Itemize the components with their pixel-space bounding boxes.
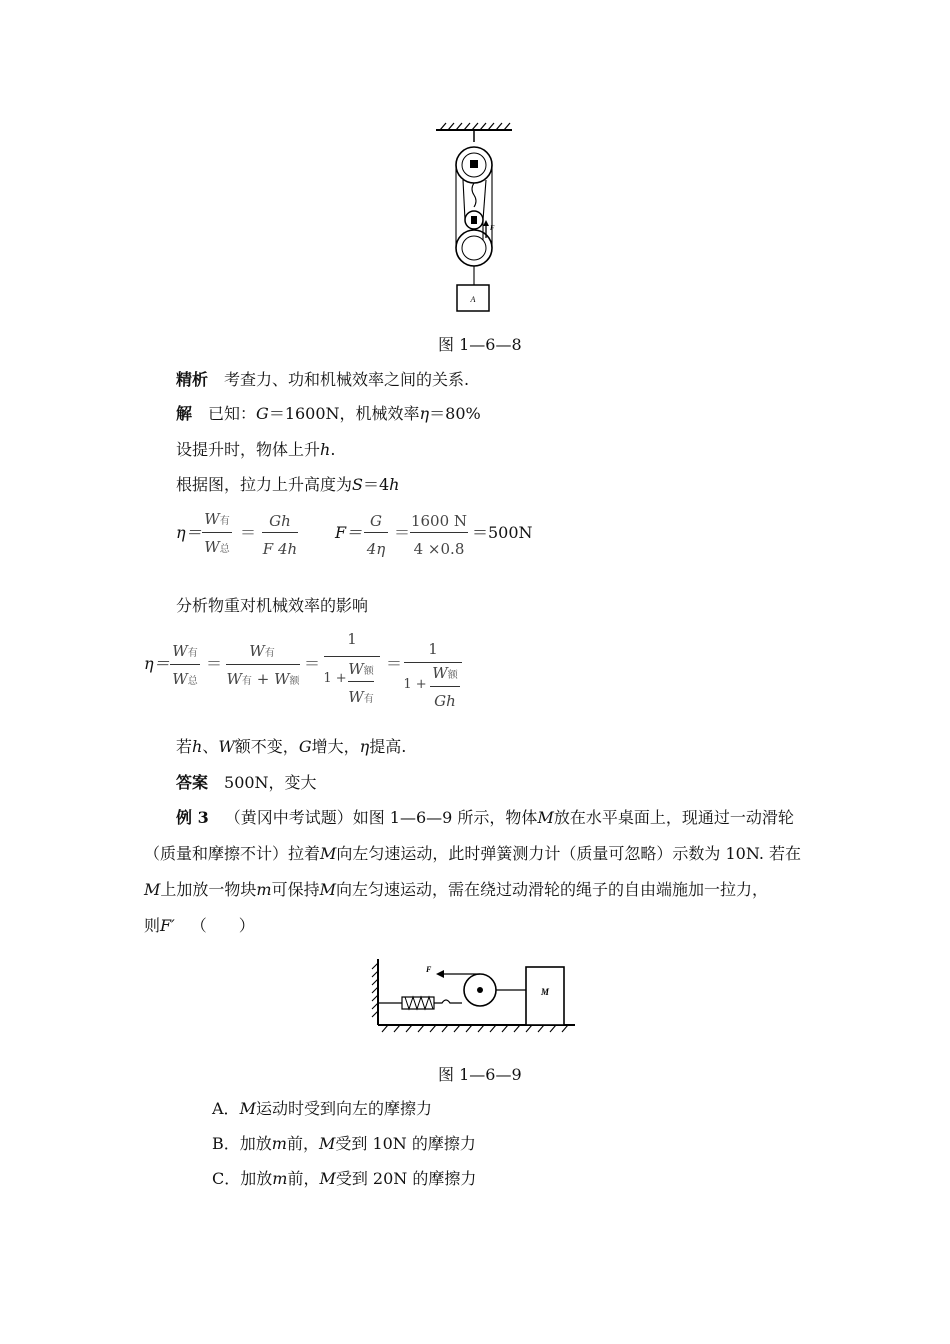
var-s: S — [352, 475, 363, 494]
eq2-e1: 额 — [289, 676, 300, 687]
example3-text-1: （黄冈中考试题）如图 1—6—9 所示，物体 — [224, 808, 538, 827]
eq2-you3: 有 — [241, 676, 252, 687]
var-m-big-3: M — [144, 880, 161, 899]
option-c-text: 受到 20N 的摩擦力 — [335, 1169, 477, 1188]
assume-text: 设提升时，物体上升 — [176, 440, 321, 459]
option-c-var: m — [272, 1169, 288, 1188]
eq2-gh: Gh — [434, 692, 456, 710]
analysis-text: 考查力、功和机械效率之间的关系. — [224, 370, 470, 389]
from-fig-line — [176, 475, 399, 495]
eq1-eta: η＝ — [176, 523, 202, 542]
example3-text-4a: 则 — [144, 916, 161, 935]
example3-line4 — [144, 916, 255, 936]
eq1-f4h: F 4h — [262, 540, 298, 558]
eq2-w5: W — [274, 670, 290, 688]
option-b-key: B． — [212, 1134, 240, 1153]
eq2-w7: W — [348, 688, 364, 706]
eq2-one-2: 1 — [428, 640, 438, 658]
fig1-force-label: F — [490, 224, 495, 232]
spring-pulley-figure — [370, 955, 580, 1035]
example3-text-2b: 向左匀速运动，此时弹簧测力计（质量可忽略）示数为 10N. 若在 — [336, 844, 802, 863]
analysis-line — [176, 370, 469, 390]
example3-text-2a: （质量和摩擦不计）拉着 — [144, 844, 321, 863]
eq1-f: F＝ — [335, 523, 363, 542]
from-fig-rest: ＝4 — [362, 475, 390, 494]
example3-line1 — [176, 808, 794, 828]
eq2-one-plus-1: 1 + — [323, 671, 347, 686]
example3-text-1b: 放在水平桌面上，现通过一动滑轮 — [553, 808, 794, 827]
eq1-gh: Gh — [269, 512, 291, 530]
var-g: G — [256, 404, 269, 423]
option-c-mid: 前， — [287, 1169, 320, 1188]
fig2-force-label: F — [426, 965, 432, 974]
var-f-prime: F′ — [160, 916, 175, 935]
eq2-you2: 有 — [264, 648, 275, 659]
option-b[interactable] — [212, 1134, 476, 1154]
conclusion-g: G — [298, 737, 312, 756]
option-c-var2: M — [319, 1169, 336, 1188]
eq1-denominator: 4 ×0.8 — [413, 540, 465, 558]
fig2-block-label: M — [540, 987, 550, 997]
eq2-one-1: 1 — [347, 630, 357, 648]
example3-label: 例 3 — [176, 808, 209, 827]
conclusion-end: 提高. — [369, 737, 407, 756]
eq2-w3: W — [249, 642, 265, 660]
conclusion-w: W — [218, 737, 235, 756]
option-b-text: 受到 10N 的摩擦力 — [335, 1134, 476, 1153]
eq2-w4: W — [226, 670, 242, 688]
eq1-w-useful-sub: 有 — [219, 516, 230, 527]
eq2-equals-2: ＝ — [304, 654, 321, 673]
eq1-result: ＝500N — [472, 523, 533, 542]
eq1-w-total: W — [204, 538, 220, 556]
solution-label: 解 — [176, 404, 193, 423]
eq2-e3: 额 — [447, 670, 458, 681]
option-a-text: 运动时受到向左的摩擦力 — [255, 1099, 432, 1118]
fig2-caption: 图 1—6—9 — [438, 1065, 522, 1084]
eq2-w6: W — [348, 660, 364, 678]
example3-line3 — [144, 880, 768, 900]
conclusion-eta: η — [359, 737, 370, 756]
analysis-label: 精析 — [176, 370, 209, 389]
eq2-equals-3: ＝ — [386, 654, 403, 673]
fig1-block-label: A — [470, 295, 476, 304]
eq1-w-total-sub: 总 — [219, 544, 230, 555]
example3-text-3a: 上加放一物块 — [160, 880, 257, 899]
eq1-four-eta: 4η — [366, 540, 386, 558]
var-m-big-2: M — [320, 844, 337, 863]
eq2-w8: W — [432, 664, 448, 682]
option-c-pre: 加放 — [240, 1169, 273, 1188]
option-a-var: M — [239, 1099, 256, 1118]
conclusion-mid2: 增大， — [311, 737, 360, 756]
known-prefix: 已知： — [208, 404, 257, 423]
effect-line: 分析物重对机械效率的影响 — [176, 596, 369, 615]
eq2-one-plus-2: 1 + — [403, 677, 427, 692]
pulley-system-figure — [430, 120, 520, 320]
var-m-big-1: M — [537, 808, 554, 827]
option-c-key: C． — [212, 1169, 241, 1188]
conclusion-h: h — [192, 737, 203, 756]
eq1-numerator: 1600 N — [410, 512, 468, 530]
eq1-equals: ＝ — [240, 523, 257, 542]
eq2-zong: 总 — [187, 676, 198, 687]
var-h2: h — [389, 475, 400, 494]
eq2-w2: W — [172, 670, 188, 688]
option-b-mid: 前， — [286, 1134, 319, 1153]
eq2-you1: 有 — [187, 648, 198, 659]
eq1-w-useful: W — [204, 510, 220, 528]
assume-end: . — [330, 440, 336, 459]
var-m-small: m — [256, 880, 272, 899]
conclusion-pre: 若 — [176, 737, 193, 756]
conclusion-mid: 额不变， — [234, 737, 299, 756]
example3-text-3c: 向左匀速运动，需在绕过动滑轮的绳子的自由端施加一拉力， — [335, 880, 768, 899]
var-h: h — [320, 440, 331, 459]
option-b-pre: 加放 — [239, 1134, 272, 1153]
example3-blank: （ ） — [190, 916, 255, 935]
option-a[interactable] — [212, 1099, 432, 1119]
solution-line — [176, 404, 481, 424]
eq2-plus: + — [256, 670, 270, 688]
conclusion-line — [176, 737, 406, 757]
example3-line2 — [144, 844, 801, 864]
assume-line — [176, 440, 335, 460]
eq2-e2: 额 — [363, 666, 374, 677]
eq1-equals-2: ＝ — [394, 523, 411, 542]
eta-value: ＝80% — [429, 404, 481, 423]
conclusion-sep: 、 — [202, 737, 219, 756]
option-c[interactable] — [212, 1169, 476, 1189]
answer-label: 答案 — [176, 773, 209, 792]
answer-text: 500N，变大 — [224, 773, 317, 792]
eq2-you4: 有 — [363, 694, 374, 705]
option-b-var: m — [271, 1134, 287, 1153]
eq2-equals-1: ＝ — [206, 654, 223, 673]
g-value: ＝1600N，机械效率 — [268, 404, 420, 423]
eq1-g: G — [370, 512, 382, 530]
option-b-var2: M — [318, 1134, 336, 1153]
eq2-eta: η＝ — [144, 654, 170, 673]
fig1-caption: 图 1—6—8 — [438, 335, 522, 354]
from-fig-text: 根据图，拉力上升高度为 — [176, 475, 353, 494]
var-eta: η — [419, 404, 430, 423]
example3-text-3b: 可保持 — [271, 880, 320, 899]
answer-line — [176, 773, 317, 793]
eq2-w1: W — [172, 642, 188, 660]
var-m-big-4: M — [319, 880, 336, 899]
option-a-key: A． — [212, 1099, 240, 1118]
